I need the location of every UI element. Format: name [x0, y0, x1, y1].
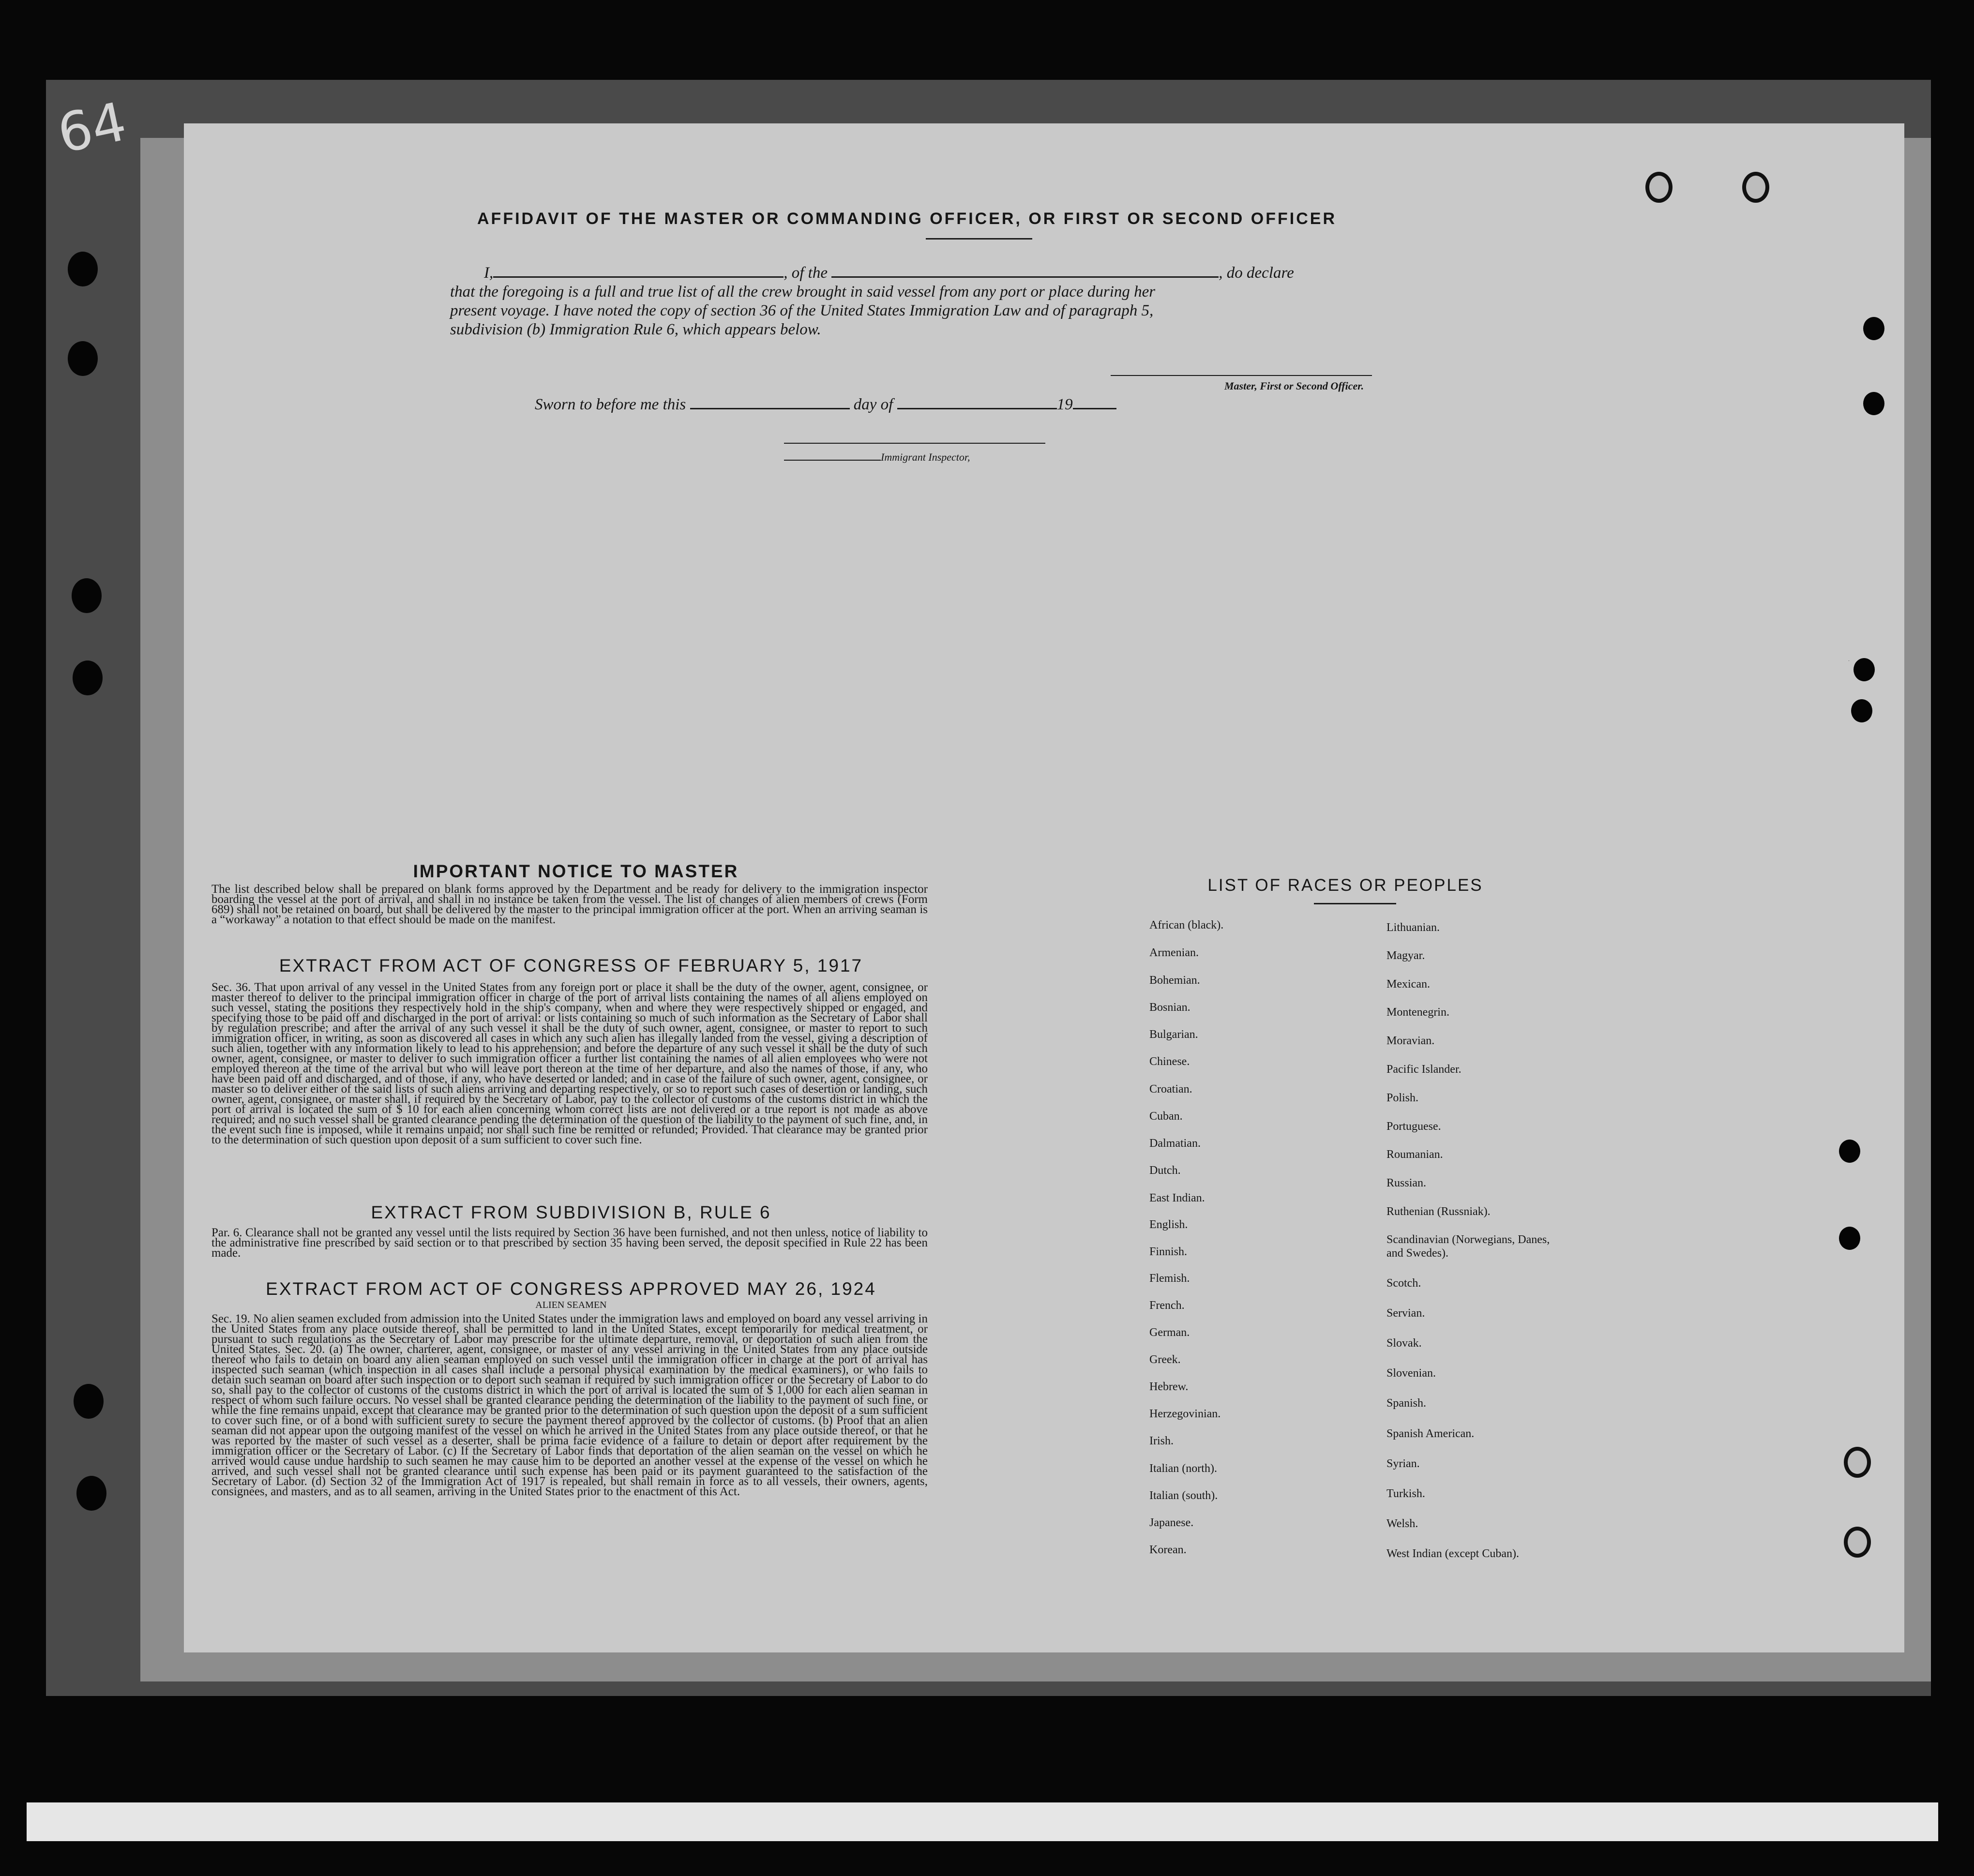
inspector-caption [784, 451, 970, 464]
binding-hole [73, 660, 103, 695]
race-item: Dutch. [1149, 1164, 1181, 1177]
race-item: Slovak. [1386, 1337, 1422, 1350]
race-item: Portuguese. [1386, 1120, 1441, 1133]
binding-hole [74, 1384, 104, 1419]
race-item: Bosnian. [1149, 1001, 1190, 1014]
race-item: Magyar. [1386, 949, 1425, 962]
race-item: Montenegrin. [1386, 1006, 1449, 1019]
month-blank[interactable] [897, 407, 1057, 409]
affidavit-declaration [450, 264, 1379, 339]
race-item: Korean. [1149, 1544, 1187, 1556]
race-item: German. [1149, 1326, 1190, 1339]
race-item: Servian. [1386, 1307, 1425, 1320]
race-item: Roumanian. [1386, 1148, 1443, 1161]
race-item: Syrian. [1386, 1457, 1420, 1470]
race-item: Cuban. [1149, 1110, 1183, 1123]
binding-hole [68, 341, 98, 376]
declaration-do-declare: , do declare [1219, 264, 1294, 282]
race-item: Armenian. [1149, 946, 1199, 959]
races-title-rule [1314, 903, 1396, 904]
race-item: Hebrew. [1149, 1381, 1189, 1393]
sworn-year-prefix: 19 [1056, 396, 1073, 413]
year-blank[interactable] [1073, 407, 1116, 409]
race-item: Mexican. [1386, 978, 1430, 991]
race-item: Spanish. [1386, 1397, 1427, 1410]
race-item: Flemish. [1149, 1272, 1190, 1285]
race-item: Herzegovinian. [1149, 1408, 1221, 1420]
film-edge-strip [27, 1802, 1938, 1841]
margin-number: 64 [52, 90, 132, 165]
race-item: Bulgarian. [1149, 1028, 1198, 1041]
race-item: Slovenian. [1386, 1367, 1436, 1380]
inspector-caption-text: Immigrant Inspector, [881, 451, 970, 463]
race-item: Dalmatian. [1149, 1137, 1201, 1150]
punch-hole [1844, 1447, 1871, 1478]
declaration-i: I, [484, 264, 494, 282]
binding-hole [68, 252, 98, 286]
race-item: Bohemian. [1149, 974, 1200, 987]
race-item: West Indian (except Cuban). [1386, 1547, 1519, 1560]
extract-1924-title: EXTRACT FROM ACT OF CONGRESS APPROVED MAY 26, 1924 [266, 1279, 876, 1299]
punch-hole [1844, 1527, 1871, 1558]
race-item: Pacific Islander. [1386, 1063, 1462, 1076]
signature-line[interactable] [1111, 375, 1372, 376]
race-item: East Indian. [1149, 1192, 1205, 1204]
signature-caption: Master, First or Second Officer. [1224, 380, 1364, 392]
race-item: Turkish. [1386, 1487, 1425, 1500]
race-item: Russian. [1386, 1177, 1427, 1189]
affidavit-title: AFFIDAVIT OF THE MASTER OR COMMANDING OFFICER, OR FIRST OR SECOND OFFICER [477, 210, 1337, 228]
sworn-day-of: day of [853, 396, 893, 413]
race-item: African (black). [1149, 919, 1224, 931]
manifest-page [184, 123, 1904, 1652]
punch-hole [1742, 172, 1769, 203]
declaration-line: present voyage. I have noted the copy of section 36 of the United States Immigration Law and of paragraph 5, [450, 302, 1154, 319]
sworn-text: Sworn to before me this [535, 396, 686, 413]
punch-hole [1863, 392, 1884, 415]
name-blank[interactable] [493, 276, 784, 278]
affidavit-title-rule [926, 238, 1032, 240]
sworn-line [535, 396, 1116, 414]
vessel-blank[interactable] [831, 276, 1219, 278]
extract-1917-title: EXTRACT FROM ACT OF CONGRESS OF FEBRUARY 5, 1917 [279, 956, 863, 976]
day-blank[interactable] [690, 407, 850, 409]
race-item: Greek. [1149, 1353, 1181, 1366]
race-item: Welsh. [1386, 1517, 1418, 1530]
race-item: Japanese. [1149, 1516, 1194, 1529]
punch-hole [1839, 1227, 1860, 1250]
binding-hole [76, 1476, 106, 1511]
races-title: LIST OF RACES OR PEOPLES [1207, 876, 1483, 895]
punch-hole [1853, 658, 1875, 681]
inspector-signature-line[interactable] [784, 443, 1045, 444]
declaration-line: that the foregoing is a full and true list of all the crew brought in said vessel from any port or place during her [450, 283, 1156, 300]
extract-rule6-title: EXTRACT FROM SUBDIVISION B, RULE 6 [371, 1202, 771, 1222]
race-item: Chinese. [1149, 1055, 1190, 1068]
race-item: Italian (north). [1149, 1462, 1217, 1475]
race-item: Lithuanian. [1386, 921, 1440, 934]
race-item: Ruthenian (Russniak). [1386, 1205, 1491, 1218]
race-item: French. [1149, 1299, 1185, 1312]
binding-hole [72, 578, 102, 613]
punch-hole [1839, 1140, 1860, 1163]
punch-hole [1645, 172, 1673, 203]
punch-hole [1863, 317, 1884, 340]
extract-1924-body: Sec. 19. No alien seamen excluded from admission into the United States under the immigration laws and employed on board any vessel arriving in the United States from any place outside thereof, shall be permitted to land in the United States, except temporarily for medical treatment, or pursuant to such regulations as the Secretary of Labor may prescribe for the ultimate departure, removal, or deportation of such alien from the United States. Sec. 20. (a) The owner, charterer, agent, consignee, or master of any vessel arriving in the United States from any place outside thereof who fails to detain on board any alien seaman employed on such vessel until the immigration officer in charge at the port of arrival has inspected such seaman (which inspection in all cases shall include a personal physical examination by the medical examiners), or who fails to detain such seaman on board after such inspection or to deport such seaman if required by such immigration officer or the Secretary of Labor to do so, shall pay to the collector of customs of the customs district in which the port of arrival is located the sum of $ 1,000 for each alien seaman in respect of whom such failure occurs. No vessel shall be granted clearance pending the determination of the liability to the payment of such fine, or while the fine remains unpaid, except that clearance may be granted prior to the determination of such question upon the deposit of a sum sufficient to cover such fine, or of a bond with sufficient surety to secure the payment thereof approved by the collector of customs. (b) Proof that an alien seaman did not appear upon the outgoing manifest of the vessel on which he arrived in the United States from any place outside thereof, or that he was reported by the master of such vessel as a deserter, shall be prima facie evidence of a failure to detain or deport after requirement by the immigration officer or the Secretary of Labor. (c) If the Secretary of Labor finds that deportation of the alien seaman on the vessel on which he arrived would cause undue hardship to such seamen he may cause him to be deported an another vessel at the expense of the vessel on which he arrived, and such vessel shall not be granted clearance until such expense has been paid or its payment guaranteed to the satisfaction of the Secretary of Labor. (d) Section 32 of the Immigration Act of 1917 is repealed, but shall remain in force as to all vessels, their owners, agents, consignees, and masters, and as to all seamen, arriving in the United States prior to the enactment of this Act. [211, 1312, 928, 1498]
race-item: English. [1149, 1218, 1188, 1231]
declaration-of-the: , of the [784, 264, 828, 282]
race-item: Irish. [1149, 1435, 1174, 1447]
race-item: Croatian. [1149, 1083, 1192, 1096]
extract-1917-body: Sec. 36. That upon arrival of any vessel in the United States from any foreign port or place it shall be the duty of the owner, agent, consignee, or master thereof to deliver to the principal immigration officer in charge of the port of arrival lists containing the names of all aliens employed on such vessel, stating the positions they respectively hold in the ship's company, when and where they were respectively shipped or engaged, and specifying those to be paid off and discharged in the port of arrival: or lists containing so much of such information as the Secretary of Labor shall by regulation prescribe; and after the arrival of any such vessel it shall be the duty of such owner, agent, consignee, or master to report to such immigration officer, in writing, as soon as discovered all cases in which any such alien has illegally landed from the vessel, giving a description of such alien, together with any information likely to lead to his apprehension; and before the departure of any such vessel it shall be the duty of such owner, agent, consignee, or master to deliver to such immigration officer a further list containing the names of all alien employees who were not employed thereon at the time of the arrival but who will leave port thereon at the time of her departure, and also the names of those, if any, who have been paid off and discharged, and of those, if any, who have deserted or landed; and in case of the failure of such owner, agent, consignee, or master so to deliver either of the said lists of such aliens arriving and departing respectively, or so to report such cases of desertion or landing, such owner, agent, consignee, or master shall, if required by the Secretary of Labor, pay to the collector of customs of the customs district in which the port of arrival is located the sum of $ 10 for each alien concerning whom correct lists are not delivered or a true report is not made as above required; and no such vessel shall be granted clearance pending the determination of the question of the liability to the payment of such fine, and, in the event such fine is imposed, while it remains unpaid; nor shall such fine be remitted or refunded; Provided. That clearance may be granted prior to the determination of such question upon deposit of a sum sufficient to cover such fine. [211, 981, 928, 1146]
race-item: Polish. [1386, 1092, 1419, 1104]
notice-title: IMPORTANT NOTICE TO MASTER [413, 861, 739, 881]
race-item: Spanish American. [1386, 1427, 1475, 1440]
race-item: Italian (south). [1149, 1489, 1218, 1502]
extract-1924-subtitle: ALIEN SEAMEN [535, 1300, 607, 1310]
extract-rule6-body: Par. 6. Clearance shall not be granted any vessel until the lists required by Section 36 have been furnished, and not then unless, notice of liability to the administrative fine prescribed by said section or to that prescribed by section 35 having been served, the deposit specified in Rule 22 has been made. [211, 1226, 928, 1260]
race-item: Scandinavian (Norwegians, Danes, and Swedes). [1386, 1233, 1550, 1260]
punch-hole [1851, 699, 1872, 722]
notice-body: The list described below shall be prepared on blank forms approved by the Department and be ready for delivery to the immigration inspector boarding the vessel at the port of arrival, and shall in no instance be taken from the vessel. The list of changes of alien members of crews (Form 689) shall not be retained on board, but shall be delivered by the master to the principal immigration officer at the port. When an arriving seaman is a “workaway” a notation to that effect should be made on the manifest. [211, 883, 928, 926]
race-item: Moravian. [1386, 1035, 1435, 1047]
declaration-line: subdivision (b) Immigration Rule 6, which appears below. [450, 321, 821, 338]
race-item: Finnish. [1149, 1246, 1188, 1258]
race-item: Scotch. [1386, 1277, 1421, 1290]
